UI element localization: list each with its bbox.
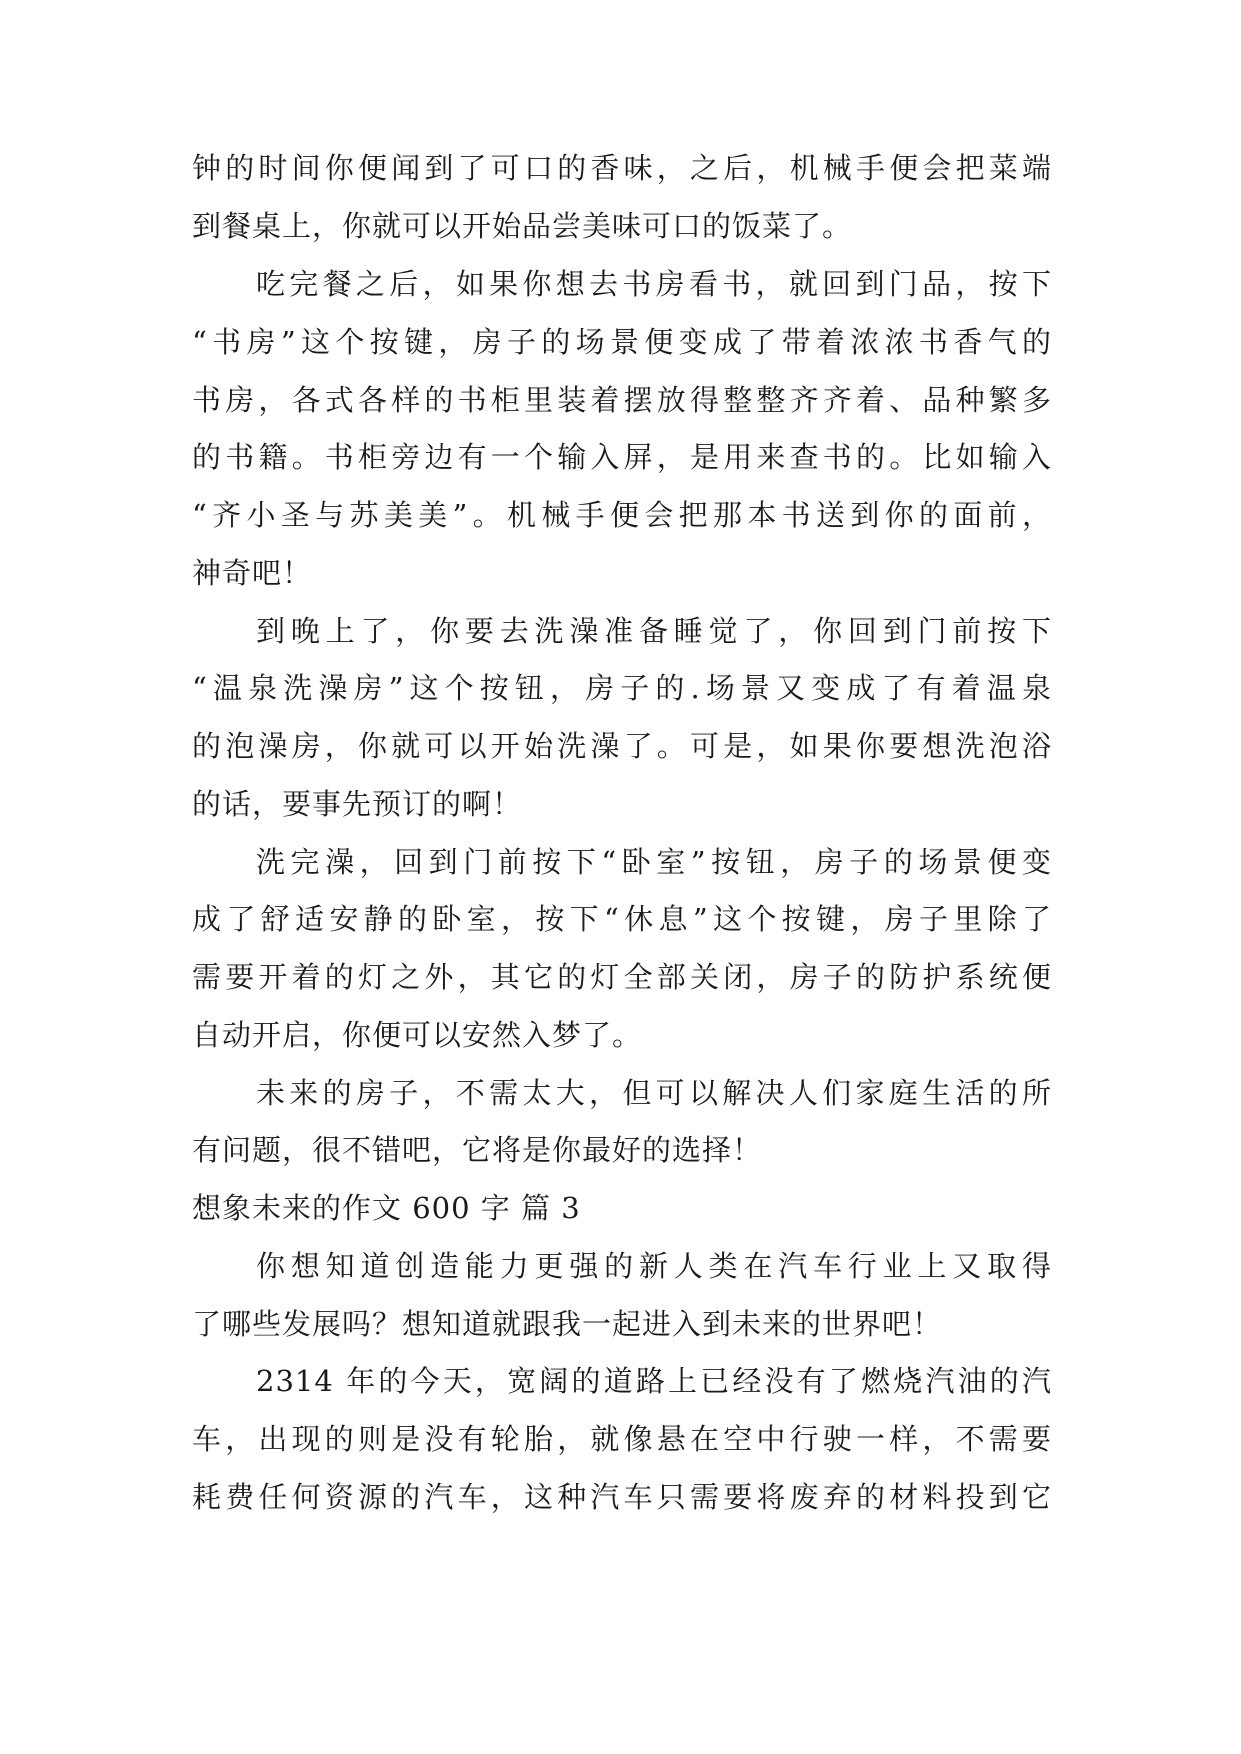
body-text-line: 耗费任何资源的汽车，这种汽车只需要将废弃的材料投到它	[192, 1480, 1052, 1514]
paragraph-first-line: 到晚上了，你要去洗澡准备睡觉了，你回到门前按下	[256, 614, 1052, 648]
paragraph-first-line: 2314 年的今天，宽阔的道路上已经没有了燃烧汽油的汽	[256, 1364, 1052, 1398]
body-text-line: 需要开着的灯之外，其它的灯全部关闭，房子的防护系统便	[192, 960, 1052, 994]
body-text-line: “齐小圣与苏美美”。机械手便会把那本书送到你的面前，	[192, 498, 1052, 532]
body-text-line: 车，出现的则是没有轮胎，就像悬在空中行驶一样，不需要	[192, 1422, 1052, 1456]
body-text-line: 的泡澡房，你就可以开始洗澡了。可是，如果你要想洗泡浴	[192, 729, 1052, 763]
body-text-line: 神奇吧！	[192, 556, 313, 590]
body-text-line: “书房”这个按键，房子的场景便变成了带着浓浓书香气的	[192, 325, 1052, 359]
body-text-line: 的话，要事先预订的啊！	[192, 787, 523, 821]
paragraph-first-line: 未来的房子，不需太大，但可以解决人们家庭生活的所	[256, 1076, 1052, 1110]
paragraph-first-line: 洗完澡，回到门前按下“卧室”按钮，房子的场景便变	[256, 845, 1052, 879]
body-text-line: 自动开启，你便可以安然入梦了。	[192, 1018, 643, 1052]
body-text-line: 成了舒适安静的卧室，按下“休息”这个按键，房子里除了	[192, 902, 1052, 936]
body-text-line: 书房，各式各样的书柜里装着摆放得整整齐齐着、品种繁多	[192, 383, 1052, 417]
section-heading: 想象未来的作文 600 字 篇 3	[192, 1191, 581, 1225]
body-text-line: 钟的时间你便闻到了可口的香味，之后，机械手便会把菜端	[192, 151, 1052, 185]
body-text-line: 了哪些发展吗？想知道就跟我一起进入到未来的世界吧！	[192, 1307, 943, 1341]
paragraph-first-line: 吃完餐之后，如果你想去书房看书，就回到门品，按下	[256, 267, 1052, 301]
body-text-line: 到餐桌上，你就可以开始品尝美味可口的饭菜了。	[192, 209, 853, 243]
body-text-line: 的书籍。书柜旁边有一个输入屏，是用来查书的。比如输入	[192, 440, 1052, 474]
body-text-line: “温泉洗澡房”这个按钮，房子的.场景又变成了有着温泉	[192, 671, 1052, 705]
body-text-line: 有问题，很不错吧，它将是你最好的选择！	[192, 1133, 763, 1167]
paragraph-first-line: 你想知道创造能力更强的新人类在汽车行业上又取得	[256, 1249, 1052, 1283]
